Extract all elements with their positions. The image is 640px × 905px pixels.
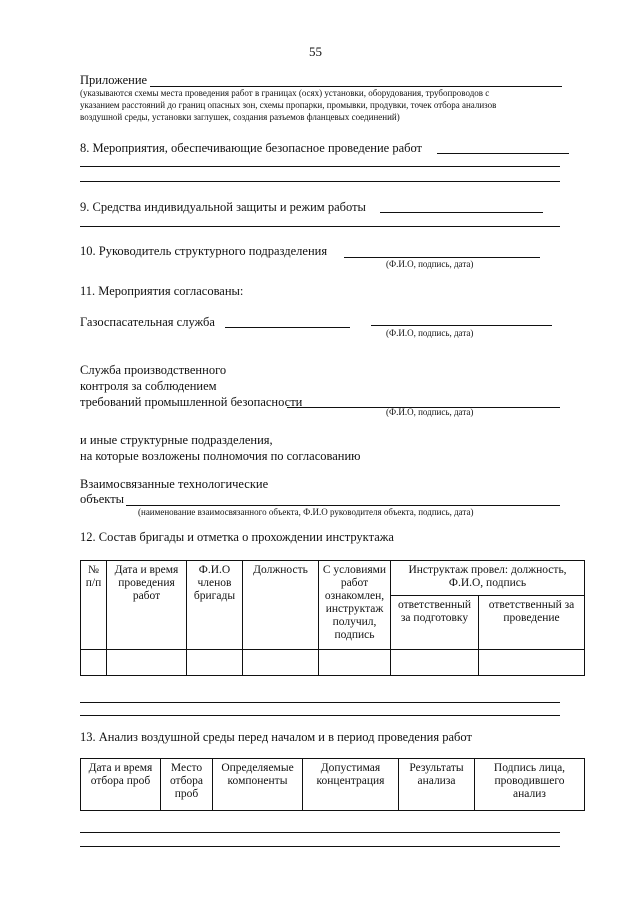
col-num-header: № п/п (81, 561, 107, 650)
other-units-line2: на которые возложены полномочия по согласованию (80, 449, 361, 463)
section13-line (80, 846, 560, 847)
gas-service-label: Газоспасательная служба (80, 315, 215, 329)
air-analysis-table (80, 758, 585, 811)
table-row (81, 650, 585, 676)
col-fio-header: Ф.И.О членов бригады (187, 561, 243, 650)
appendix-note-line3: воздушной среды, установки заглушек, создания разъемов фланцевых соединений) (80, 112, 400, 122)
brigade-table (80, 560, 585, 676)
appendix-note-line2: указанием расстояний до границ опасных зон, схемы пропарки, промывки, продувки, точек отбора анализов (80, 100, 497, 110)
table-cell[interactable] (479, 650, 585, 676)
table-cell[interactable] (391, 650, 479, 676)
col-components-header: Определяемые компоненты (213, 759, 303, 811)
appendix-label: Приложение (80, 73, 148, 87)
table-cell[interactable] (187, 650, 243, 676)
table-cell[interactable] (81, 650, 107, 676)
col-signature-header: Подпись лица, проводившего анализ (475, 759, 585, 811)
col-sample-place-header: Место отбора проб (161, 759, 213, 811)
section10-caption: (Ф.И.О, подпись, дата) (386, 259, 474, 269)
section9-label: 9. Средства индивидуальной защиты и режим работы (80, 200, 366, 214)
col-results-header: Результаты анализа (399, 759, 475, 811)
section8-line (80, 166, 560, 167)
section12-title: 12. Состав бригады и отметка о прохождении инструктажа (80, 530, 394, 544)
col-briefing-header: Инструктаж провел: должность, Ф.И.О, подпись (391, 561, 585, 596)
gas-service-line (371, 325, 552, 326)
gas-service-line (225, 327, 350, 328)
col-concentration-header: Допустимая концентрация (303, 759, 399, 811)
section12-line (80, 702, 560, 703)
section13-line (80, 832, 560, 833)
section8-line (437, 153, 569, 154)
section13-title: 13. Анализ воздушной среды перед началом и в период проведения работ (80, 730, 472, 744)
gas-service-caption: (Ф.И.О, подпись, дата) (386, 328, 474, 338)
related-objects-caption: (наименование взаимосвязанного объекта, Ф.И.О руководителя объекта, подпись, дата) (138, 507, 474, 517)
control-service-line1: Служба производственного (80, 363, 227, 377)
section11-label: 11. Мероприятия согласованы: (80, 284, 244, 298)
col-position-header: Должность (243, 561, 319, 650)
section8-line (80, 181, 560, 182)
related-objects-line2: объекты (80, 492, 125, 506)
appendix-note-line1: (указываются схемы места проведения работ в границах (осях) установки, оборудования, трубопроводов с (80, 88, 490, 98)
section9-line (80, 226, 560, 227)
related-objects-line1: Взаимосвязанные технологические (80, 477, 269, 491)
other-units-line1: и иные структурные подразделения, (80, 433, 273, 447)
section9-line (380, 212, 543, 213)
page-number: 55 (309, 44, 322, 59)
control-service-line2: контроля за соблюдением (80, 379, 217, 393)
col-sample-datetime-header: Дата и время отбора проб (81, 759, 161, 811)
control-service-line3: требований промышленной безопасности (80, 395, 303, 409)
section8-label: 8. Мероприятия, обеспечивающие безопасное проведение работ (80, 141, 423, 155)
table-cell[interactable] (243, 650, 319, 676)
col-datetime-header: Дата и время проведения работ (107, 561, 187, 650)
table-cell[interactable] (319, 650, 391, 676)
section10-label: 10. Руководитель структурного подразделения (80, 244, 328, 258)
table-cell[interactable] (107, 650, 187, 676)
col-resp-exec-header: ответственный за проведение (479, 596, 585, 650)
col-resp-prep-header: ответственный за подготовку (391, 596, 479, 650)
section12-line (80, 715, 560, 716)
control-service-caption: (Ф.И.О, подпись, дата) (386, 407, 474, 417)
col-conditions-header: С условиями работ ознакомлен, инструктаж получил, подпись (319, 561, 391, 650)
